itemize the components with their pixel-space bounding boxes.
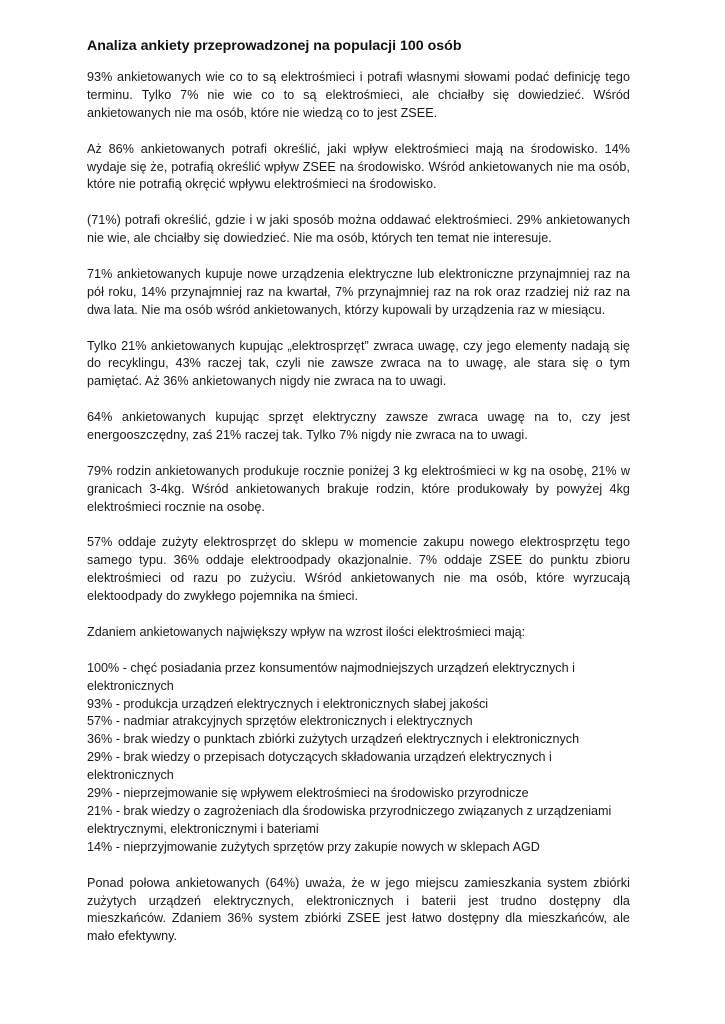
paragraph-environment-impact: Aż 86% ankietowanych potrafi określić, jaki wpływ elektrośmieci mają na środowisko. 14% wydaje się że, potrafią określić wpływ ZSEE na środowisko. Wśród ankietowanych nie ma osób, które nie potrafią okręcić wpływu elektrośmieci na środowisko. [87, 141, 630, 192]
list-item: 93% - produkcja urządzeń elektrycznych i elektronicznych słabej jakości [87, 696, 489, 711]
paragraph-recycling-attention: Tylko 21% ankietowanych kupując „elektrosprzęt” zwraca uwagę, czy jego elementy nadają się do recyklingu, 43% raczej tak, czyli nie zawsze zwraca na to uwagę, ale stara się o tym pamiętać. Aż 36% ankietowanych nigdy nie zwraca na to uwagi. [87, 338, 630, 389]
factors-list [87, 660, 630, 857]
list-item: 21% - brak wiedzy o zagrożeniach dla środowiska przyrodniczego związanych z urządzeniami elektrycznymi, elektronicznymi i bateriami [87, 804, 612, 836]
paragraph-disposal-knowledge: (71%) potrafi określić, gdzie i w jaki sposób można oddawać elektrośmieci. 29% ankietowanych nie wie, ale chciałby się dowiedzieć. Nie ma osób, których ten temat nie interesuje. [87, 213, 630, 246]
paragraph-annual-waste: 79% rodzin ankietowanych produkuje rocznie poniżej 3 kg elektrośmieci w kg na osobę, 21% w granicach 3-4kg. Wśród ankietowanych brakuje rodzin, które produkowały by powyżej 4kg elektrośmieci rocznie na osobę. [87, 463, 630, 514]
paragraph-awareness: 93% ankietowanych wie co to są elektrośmieci i potrafi własnymi słowami podać definicję tego terminu. Tylko 7% nie wie co to są elektrośmieci, ale chciałby się dowiedzieć. Wśród ankietowanych nie ma osób, które nie wiedzą co to jest ZSEE. [87, 70, 630, 120]
paragraph-purchase-frequency: 71% ankietowanych kupuje nowe urządzenia elektryczne lub elektroniczne przynajmniej raz na pół roku, 14% przynajmniej raz na kwartał, 7% przynajmniej raz na rok oraz rzadziej niż raz na dwa lata. Nie ma osób wśród ankietowanych, którzy kupowali by urządzenia raz w miesiącu. [87, 266, 630, 317]
list-item: 100% - chęć posiadania przez konsumentów najmodniejszych urządzeń elektrycznych i elektronicznych [87, 660, 575, 693]
list-item: 29% - nieprzejmowanie się wpływem elektrośmieci na środowisko przyrodnicze [87, 786, 529, 801]
list-item: 14% - nieprzyjmowanie zużytych sprzętów przy zakupie nowych w sklepach AGD [87, 839, 540, 854]
list-item: 29% - brak wiedzy o przepisach dotyczących składowania urządzeń elektrycznych i elektronicznych [87, 750, 552, 783]
paragraph-energy-efficiency: 64% ankietowanych kupując sprzęt elektryczny zawsze zwraca uwagę na to, czy jest energooszczędny, zaś 21% raczej tak. Tylko 7% nigdy nie zwraca na to uwagi. [87, 410, 630, 443]
paragraph-collection-system: Ponad połowa ankietowanych (64%) uważa, że w jego miejscu zamieszkania system zbiórki zużytych urządzeń elektrycznych, elektronicznych i baterii jest trudno dostępny dla mieszkańców. Zdaniem 36% system zbiórki ZSEE jest łatwo dostępny dla mieszkańców, ale mało efektywny. [87, 875, 630, 944]
list-item: 57% - nadmiar atrakcyjnych sprzętów elektronicznych i elektrycznych [87, 714, 473, 729]
document-title: Analiza ankiety przeprowadzonej na populacji 100 osób [87, 38, 462, 54]
list-item: 36% - brak wiedzy o punktach zbiórki zużytych urządzeń elektrycznych i elektronicznych [87, 732, 580, 747]
factors-intro: Zdaniem ankietowanych największy wpływ na wzrost ilości elektrośmieci mają: [87, 624, 526, 639]
paragraph-disposal-habits: 57% oddaje zużyty elektrosprzęt do sklepu w momencie zakupu nowego elektrosprzętu tego samego typu. 36% oddaje elektroodpady okazjonalnie. 7% oddaje ZSEE do punktu zbioru elektrośmieci od razu po zużyciu. Wśród ankietowanych nie ma osób, które wyrzucają elektoodpady do zwykłego pojemnika na śmieci. [87, 535, 630, 604]
